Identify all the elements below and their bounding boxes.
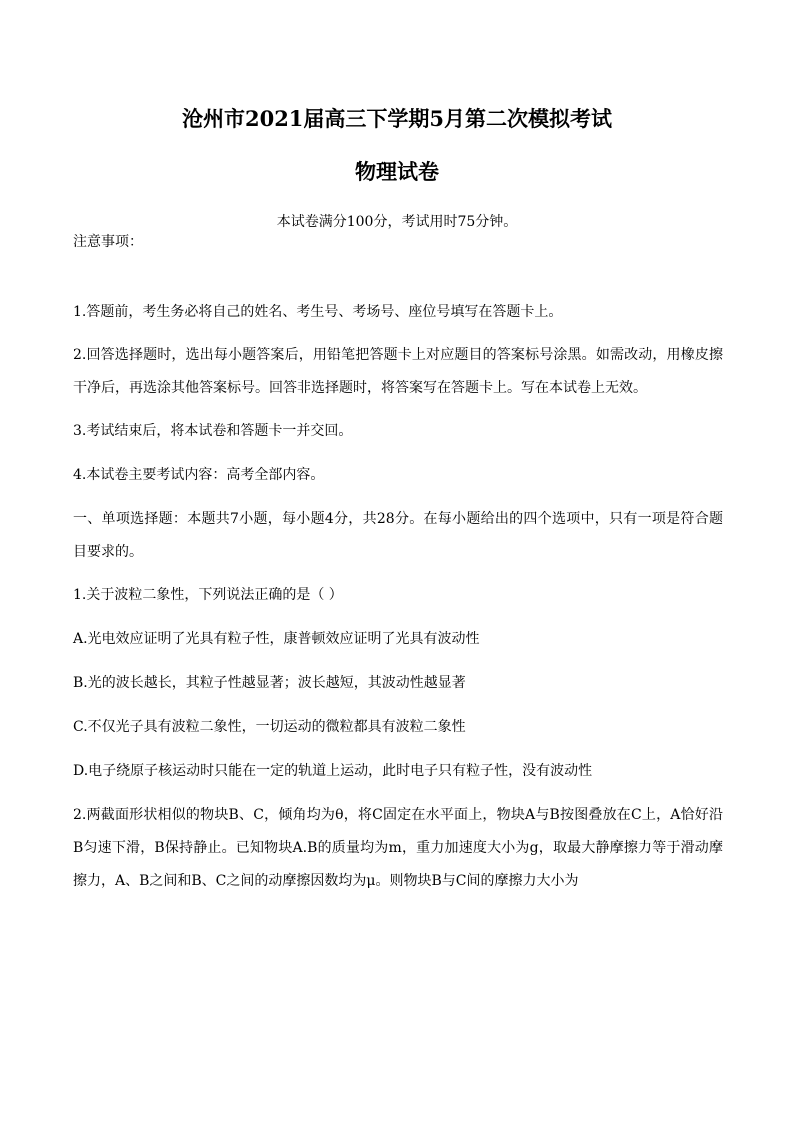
note-item-4: 4.本试卷主要考试内容：高考全部内容。 [73,467,325,483]
question-1-stem: 1.关于波粒二象性，下列说法正确的是（ ） [73,587,343,603]
question-1-option-d: D.电子绕原子核运动时只能在一定的轨道上运动，此时电子只有粒子性，没有波动性 [73,763,593,779]
question-1-option-b: B.光的波长越长，其粒子性越显著；波长越短，其波动性越显著 [73,675,466,691]
notes-heading: 注意事项： [73,234,143,250]
section-heading: 一、单项选择题：本题共7小题，每小题4分，共28分。在每小题给出的四个选项中，只有一项是符合题目要求的。 [73,511,723,560]
exam-intro: 本试卷满分100分，考试用时75分钟。 [276,214,518,230]
exam-subtitle: 物理试卷 [355,159,439,184]
note-item-3: 3.考试结束后，将本试卷和答题卡一并交回。 [73,423,353,439]
note-item-1: 1.答题前，考生务必将自己的姓名、考生号、考场号、座位号填写在答题卡上。 [73,304,563,320]
exam-title: 沧州市2021届高三下学期5月第二次模拟考试 [181,106,613,131]
note-item-2: 2.回答选择题时，选出每小题答案后，用铅笔把答题卡上对应题目的答案标号涂黑。如需改动，用橡皮擦干净后，再选涂其他答案标号。回答非选择题时，将答案写在答题卡上。写在本试卷上无效。 [73,347,723,396]
question-1-option-c: C.不仅光子具有波粒二象性，一切运动的微粒都具有波粒二象性 [73,719,466,735]
question-1-option-a: A.光电效应证明了光具有粒子性，康普顿效应证明了光具有波动性 [73,631,480,647]
question-2-stem: 2.两截面形状相似的物块B、C，倾角均为θ，将C固定在水平面上，物块A与B按图叠放在C上，A恰好沿B匀速下滑，B保持静止。已知物块A.B的质量均为m，重力加速度大小为g，取最大静摩擦力等于滑动摩擦力，A、B之间和B、C之间的动摩擦因数均为μ。则物块B与C间的摩擦力大小为 [73,807,723,889]
